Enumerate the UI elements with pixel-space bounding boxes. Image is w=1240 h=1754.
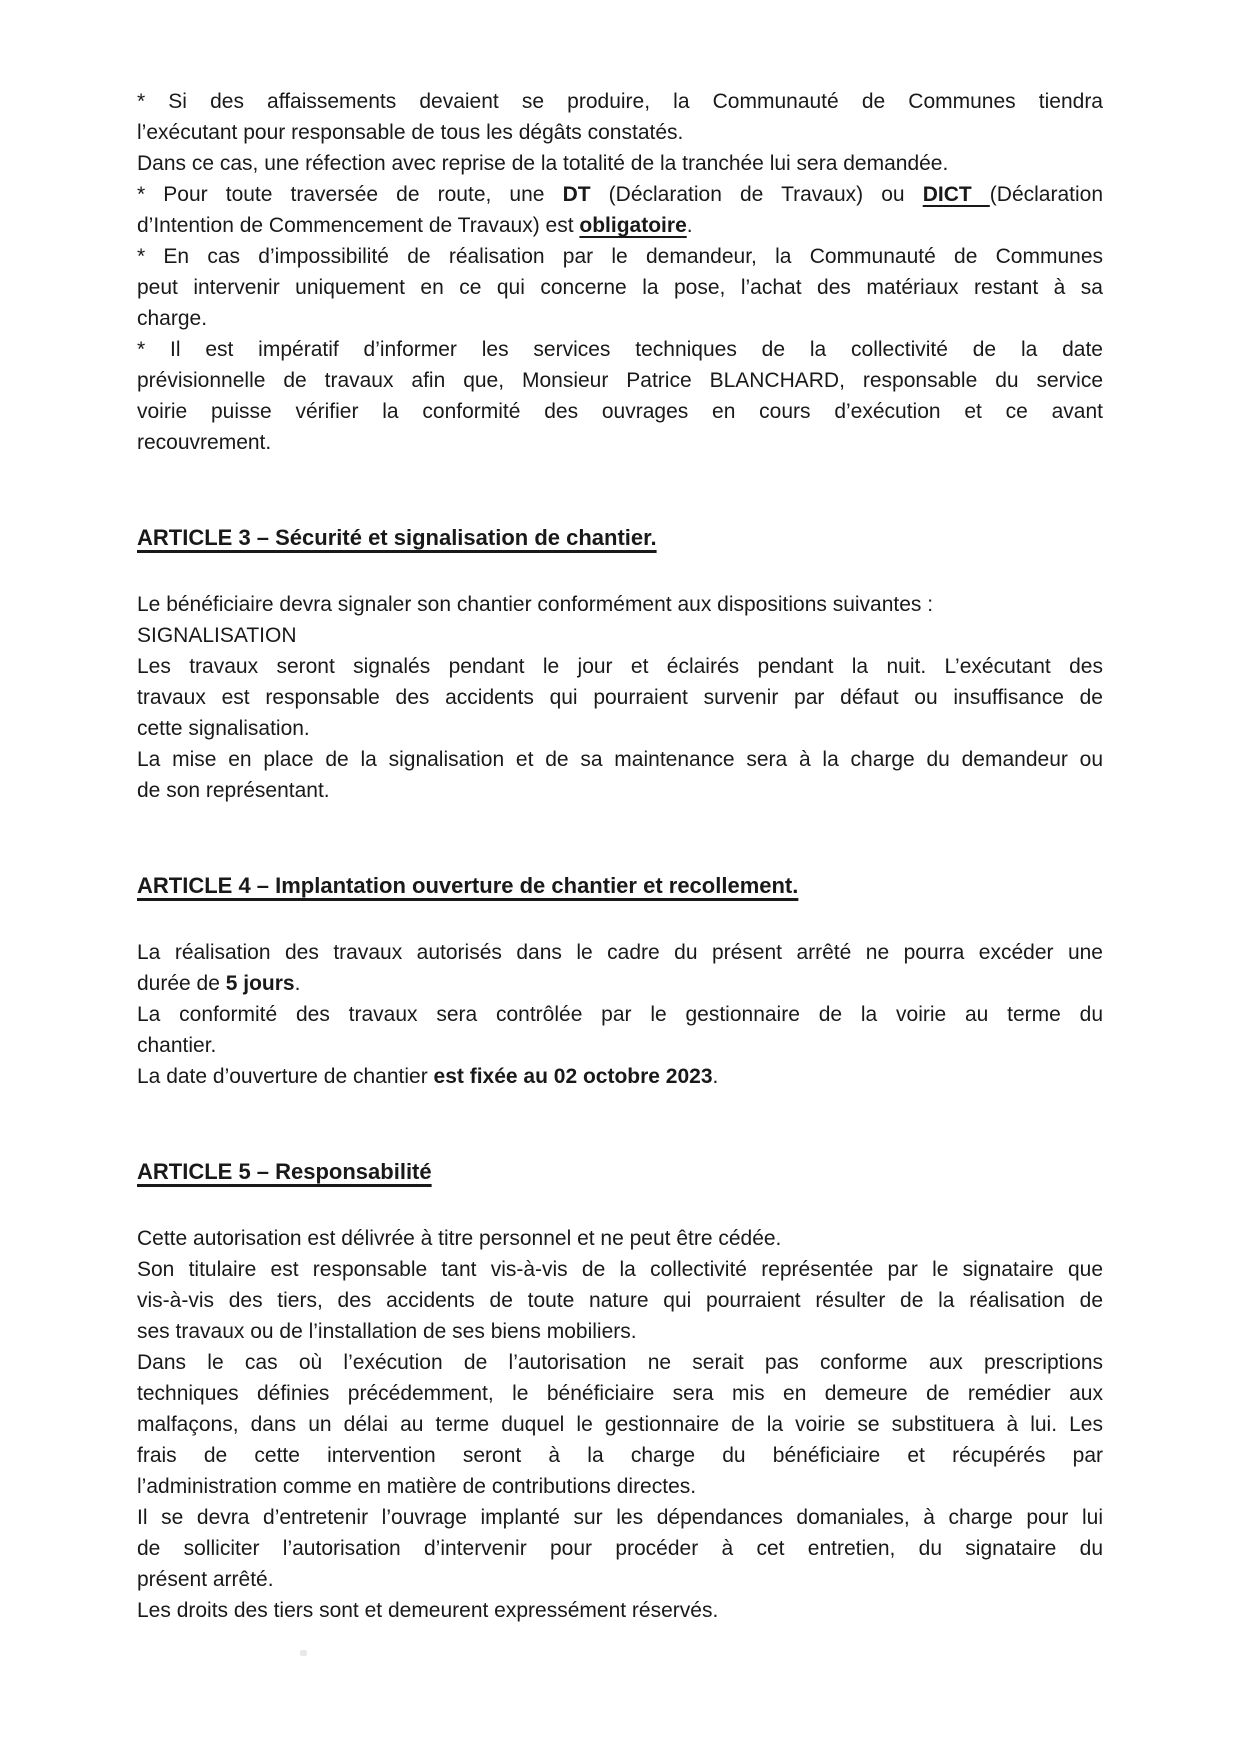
- text-run: 5 jours: [225, 972, 295, 995]
- text-line: [137, 1471, 1103, 1502]
- text-run: Les droits des tiers sont et demeurent expressément réservés.: [137, 1599, 719, 1622]
- text-run: l’administration comme en matière de contributions directes.: [137, 1475, 697, 1498]
- text-run: Cette autorisation est délivrée à titre personnel et ne peut être cédée.: [137, 1227, 782, 1250]
- paragraph: [137, 1347, 1103, 1502]
- text-run: .: [294, 972, 301, 995]
- text-run: est fixée au 02 octobre 2023: [433, 1065, 713, 1088]
- paragraph: [137, 334, 1103, 458]
- text-line: [137, 1223, 1103, 1254]
- text-run: Le bénéficiaire devra signaler son chantier conformément aux dispositions suivantes :: [137, 593, 934, 616]
- text-run: La conformité des travaux sera contrôlée par le gestionnaire de la voirie au terme du: [137, 1003, 1103, 1026]
- text-run: Il se devra d’entretenir l’ouvrage implanté sur les dépendances domaniales, à charge pour lui: [137, 1506, 1103, 1529]
- paragraph: [137, 86, 1103, 148]
- text-line: [137, 775, 1103, 806]
- text-run: * Il est impératif d’informer les services techniques de la collectivité de la date: [137, 338, 1103, 361]
- text-line: [137, 179, 1103, 210]
- text-line: [137, 1061, 1103, 1092]
- text-run: cette signalisation.: [137, 717, 310, 740]
- text-run: (Déclaration de Travaux) ou: [590, 183, 923, 206]
- text-run: DT: [562, 183, 591, 206]
- text-run: d’Intention de Commencement de Travaux) est: [137, 214, 580, 237]
- text-run: prévisionnelle de travaux afin que, Monsieur Patrice BLANCHARD, responsable du service: [137, 369, 1103, 392]
- text-line: [137, 334, 1103, 365]
- text-run: SIGNALISATION: [137, 624, 297, 647]
- text-run: * En cas d’impossibilité de réalisation par le demandeur, la Communauté de Communes: [137, 245, 1103, 268]
- paragraph: [137, 179, 1103, 241]
- text-line: [137, 210, 1103, 241]
- paragraph: [137, 241, 1103, 334]
- text-line: [137, 744, 1103, 775]
- text-run: La mise en place de la signalisation et de sa maintenance sera à la charge du demandeur ou: [137, 748, 1103, 771]
- text-run: Les travaux seront signalés pendant le jour et éclairés pendant la nuit. L’exécutant des: [137, 655, 1103, 678]
- text-run: .: [686, 214, 693, 237]
- text-run: charge.: [137, 307, 208, 330]
- paragraph: [137, 148, 1103, 179]
- text-run: * Si des affaissements devaient se produire, la Communauté de Communes tiendra: [137, 90, 1103, 113]
- text-run: recouvrement.: [137, 431, 272, 454]
- text-line: [137, 1564, 1103, 1595]
- text-line: [137, 589, 1103, 620]
- text-line: [137, 1316, 1103, 1347]
- text-run: voirie puisse vérifier la conformité des ouvrages en cours d’exécution et ce avant: [137, 400, 1103, 423]
- paragraph: [137, 1223, 1103, 1254]
- text-line: [137, 117, 1103, 148]
- paragraph: [137, 620, 1103, 651]
- text-run: malfaçons, dans un délai au terme duquel le gestionnaire de la voirie se substituera à lui. Les: [137, 1413, 1103, 1436]
- document-content: [137, 86, 1103, 1626]
- text-run: travaux est responsable des accidents qui pourraient survenir par défaut ou insuffisance de: [137, 686, 1103, 709]
- text-run: ses travaux ou de l’installation de ses biens mobiliers.: [137, 1320, 637, 1343]
- text-line: [137, 1409, 1103, 1440]
- paragraph: [137, 651, 1103, 744]
- text-line: [137, 1533, 1103, 1564]
- scan-artifact: [300, 1650, 307, 1656]
- text-line: [137, 937, 1103, 968]
- text-run: .: [712, 1065, 719, 1088]
- text-run: Dans ce cas, une réfection avec reprise de la totalité de la tranchée lui sera demandée.: [137, 152, 949, 175]
- paragraph: [137, 589, 1103, 620]
- text-run: DICT: [922, 183, 990, 206]
- text-run: chantier.: [137, 1034, 217, 1057]
- text-line: [137, 1347, 1103, 1378]
- text-run: présent arrêté.: [137, 1568, 274, 1591]
- text-line: [137, 620, 1103, 651]
- text-line: [137, 86, 1103, 117]
- paragraph: [137, 1061, 1103, 1092]
- text-line: [137, 241, 1103, 272]
- paragraph: [137, 1595, 1103, 1626]
- text-line: [137, 427, 1103, 458]
- text-line: [137, 365, 1103, 396]
- text-line: [137, 999, 1103, 1030]
- text-line: [137, 272, 1103, 303]
- text-line: [137, 1595, 1103, 1626]
- paragraph: [137, 937, 1103, 999]
- text-run: vis-à-vis des tiers, des accidents de toute nature qui pourraient résulter de la réalisation de: [137, 1289, 1103, 1312]
- text-run: obligatoire: [579, 214, 687, 237]
- text-line: [137, 682, 1103, 713]
- paragraph: [137, 1254, 1103, 1347]
- text-line: [137, 303, 1103, 334]
- text-line: [137, 1502, 1103, 1533]
- article-heading: ARTICLE 3 – Sécurité et signalisation de chantier.: [137, 525, 657, 550]
- text-line: [137, 1285, 1103, 1316]
- text-line: [137, 968, 1103, 999]
- paragraph: [137, 744, 1103, 806]
- paragraph: [137, 1502, 1103, 1595]
- text-run: durée de: [137, 972, 226, 995]
- text-run: frais de cette intervention seront à la charge du bénéficiaire et récupérés par: [137, 1444, 1103, 1467]
- text-run: La réalisation des travaux autorisés dans le cadre du présent arrêté ne pourra excéder une: [137, 941, 1103, 964]
- text-run: (Déclaration: [989, 183, 1104, 206]
- text-line: [137, 651, 1103, 682]
- paragraph: [137, 999, 1103, 1061]
- article-heading: ARTICLE 5 – Responsabilité: [137, 1159, 432, 1184]
- text-line: [137, 396, 1103, 427]
- text-run: l’exécutant pour responsable de tous les dégâts constatés.: [137, 121, 684, 144]
- article-heading: ARTICLE 4 – Implantation ouverture de chantier et recollement.: [137, 873, 799, 898]
- text-run: peut intervenir uniquement en ce qui concerne la pose, l’achat des matériaux restant à sa: [137, 276, 1103, 299]
- text-run: de son représentant.: [137, 779, 330, 802]
- text-run: techniques définies précédemment, le bénéficiaire sera mis en demeure de remédier aux: [137, 1382, 1103, 1405]
- text-run: Son titulaire est responsable tant vis-à-vis de la collectivité représentée par le signataire que: [137, 1258, 1103, 1281]
- text-line: [137, 1030, 1103, 1061]
- text-line: [137, 1440, 1103, 1471]
- text-line: [137, 1254, 1103, 1285]
- text-run: * Pour toute traversée de route, une: [137, 183, 563, 206]
- text-line: [137, 713, 1103, 744]
- text-run: La date d’ouverture de chantier: [137, 1065, 434, 1088]
- text-run: de solliciter l’autorisation d’intervenir pour procéder à cet entretien, du signataire du: [137, 1537, 1103, 1560]
- text-run: Dans le cas où l’exécution de l’autorisation ne serait pas conforme aux prescriptions: [137, 1351, 1103, 1374]
- text-line: [137, 1378, 1103, 1409]
- text-line: [137, 148, 1103, 179]
